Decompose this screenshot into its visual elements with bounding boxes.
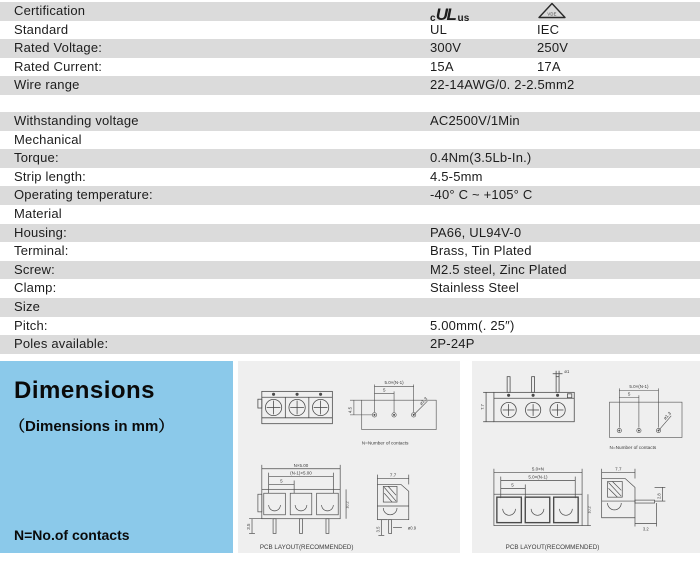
technical-drawing-right-angle — [472, 361, 700, 553]
spec-value: Stainless Steel — [430, 280, 519, 296]
spec-label: Standard — [14, 21, 69, 37]
drawing-panel-straight — [238, 361, 460, 553]
spec-section-label: Size — [14, 298, 41, 314]
spec-table — [0, 2, 700, 354]
svg-text:5.0×N: 5.0×N — [531, 466, 545, 472]
spec-section-label: Mechanical — [14, 131, 82, 147]
svg-text:5.0×(N-1): 5.0×(N-1) — [384, 380, 404, 386]
svg-text:5: 5 — [627, 391, 631, 397]
spec-label: Wire range — [14, 77, 80, 93]
pcb-layout-drawing — [350, 385, 436, 430]
spec-row-rated-current — [0, 58, 700, 77]
spec-value-iec: 17A — [537, 58, 561, 74]
spec-value: Brass, Tin Plated — [430, 243, 532, 259]
spec-row-mechanical — [0, 131, 700, 150]
svg-text:N×5.00: N×5.00 — [293, 462, 309, 468]
spec-value: 4.5-5mm — [430, 168, 483, 184]
spec-row-housing — [0, 224, 700, 243]
spec-row-wire-range — [0, 76, 700, 95]
spec-label: Housing: — [14, 224, 67, 240]
spec-value: AC2500V/1Min — [430, 112, 520, 128]
cul-us: us — [457, 13, 470, 24]
spec-value-ul: 300V — [430, 40, 462, 56]
svg-text:4.5: 4.5 — [347, 406, 353, 414]
svg-text:7.7: 7.7 — [480, 404, 486, 410]
spec-value-ul: 15A — [430, 58, 454, 74]
svg-text:5: 5 — [383, 387, 386, 393]
top-view-drawing — [258, 391, 332, 423]
spec-row-poles-available — [0, 335, 700, 354]
svg-text:3.5: 3.5 — [246, 523, 252, 530]
svg-text:5: 5 — [280, 478, 283, 484]
spec-row-clamp — [0, 279, 700, 298]
cul-c: c — [430, 13, 436, 24]
dimensions-section — [0, 361, 700, 553]
spec-section-label: Material — [14, 205, 62, 221]
spec-row-strip-length — [0, 168, 700, 187]
svg-text:5.0×(N-1): 5.0×(N-1) — [629, 383, 649, 389]
spec-label: Operating temperature: — [14, 187, 153, 203]
spec-value-iec: 250V — [537, 40, 569, 56]
spec-label: Certification — [14, 3, 86, 18]
svg-text:VDE: VDE — [547, 11, 557, 17]
dimensions-header-box — [0, 361, 233, 553]
svg-text:2.8: 2.8 — [656, 493, 662, 500]
spec-row-standard — [0, 21, 700, 40]
spec-row-pitch — [0, 317, 700, 336]
svg-text:5: 5 — [511, 482, 514, 488]
svg-text:10.2: 10.2 — [345, 501, 350, 509]
svg-text:ø1: ø1 — [564, 368, 570, 374]
svg-text:ø1.3: ø1.3 — [662, 410, 673, 421]
ul-mark-icon: UL — [435, 5, 456, 24]
svg-text:(N-1)×5.00: (N-1)×5.00 — [290, 470, 312, 476]
spec-label: Withstanding voltage — [14, 112, 139, 128]
spec-value: 0.4Nm(3.5Lb-In.) — [430, 150, 532, 166]
drawing-panel-right-angle — [472, 361, 700, 553]
n-note: N=Number of contacts — [361, 440, 409, 446]
spec-row-torque — [0, 149, 700, 168]
side-view-drawing — [377, 472, 408, 536]
spec-value-ul: UL — [430, 21, 448, 37]
spec-value: 5.00mm(. 25″) — [430, 317, 515, 333]
spec-label: Terminal: — [14, 243, 69, 259]
pcb-caption: PCB LAYOUT(RECOMMENDED) — [505, 544, 600, 552]
spec-value: 2P-24P — [430, 336, 475, 352]
svg-text:3.5: 3.5 — [375, 526, 381, 533]
svg-text:ø1.3: ø1.3 — [418, 396, 429, 407]
dimensions-title: Dimensions — [14, 377, 156, 404]
spec-row-terminal — [0, 242, 700, 261]
spec-label: Strip length: — [14, 168, 86, 184]
spec-row-screw — [0, 261, 700, 280]
svg-text:7.7: 7.7 — [615, 466, 622, 472]
spec-row-size — [0, 298, 700, 317]
n-note: N=Number of contacts — [609, 445, 657, 451]
spec-row-certification — [0, 2, 700, 24]
vde-triangle-icon — [537, 2, 567, 19]
svg-text:ø0.9: ø0.9 — [407, 525, 417, 531]
spec-value: 22-14AWG/0. 2-2.5mm2 — [430, 77, 575, 93]
technical-drawing-straight — [238, 361, 460, 553]
spec-value: -40° C ~ +105° C — [430, 187, 533, 203]
spec-row-operating-temperature — [0, 186, 700, 205]
spec-value: M2.5 steel, Zinc Plated — [430, 261, 567, 277]
spec-row-withstanding-voltage — [0, 112, 700, 131]
spec-label: Screw: — [14, 261, 55, 277]
spec-row-rated-voltage — [0, 39, 700, 58]
dimensions-subtitle: （Dimensions in mm） — [10, 418, 174, 435]
spec-label: Rated Current: — [14, 58, 103, 74]
pcb-caption: PCB LAYOUT(RECOMMENDED) — [259, 544, 354, 552]
spec-label: Rated Voltage: — [14, 40, 103, 56]
svg-text:7.7: 7.7 — [389, 472, 397, 478]
spec-label: Clamp: — [14, 280, 57, 296]
spec-row-material — [0, 205, 700, 224]
top-view-drawing — [483, 368, 574, 422]
spec-label: Torque: — [14, 150, 59, 166]
spec-value-iec: IEC — [537, 21, 560, 37]
pcb-layout-drawing — [610, 388, 682, 437]
svg-text:5.0×(N-1): 5.0×(N-1) — [528, 474, 548, 480]
svg-text:3.2: 3.2 — [642, 526, 649, 532]
spec-label: Poles available: — [14, 336, 109, 352]
contacts-note: N=No.of contacts — [14, 527, 130, 543]
table-section-gap — [0, 95, 700, 112]
svg-text:10.2: 10.2 — [587, 506, 592, 514]
spec-label: Pitch: — [14, 317, 48, 333]
spec-value: PA66, UL94V-0 — [430, 224, 522, 240]
